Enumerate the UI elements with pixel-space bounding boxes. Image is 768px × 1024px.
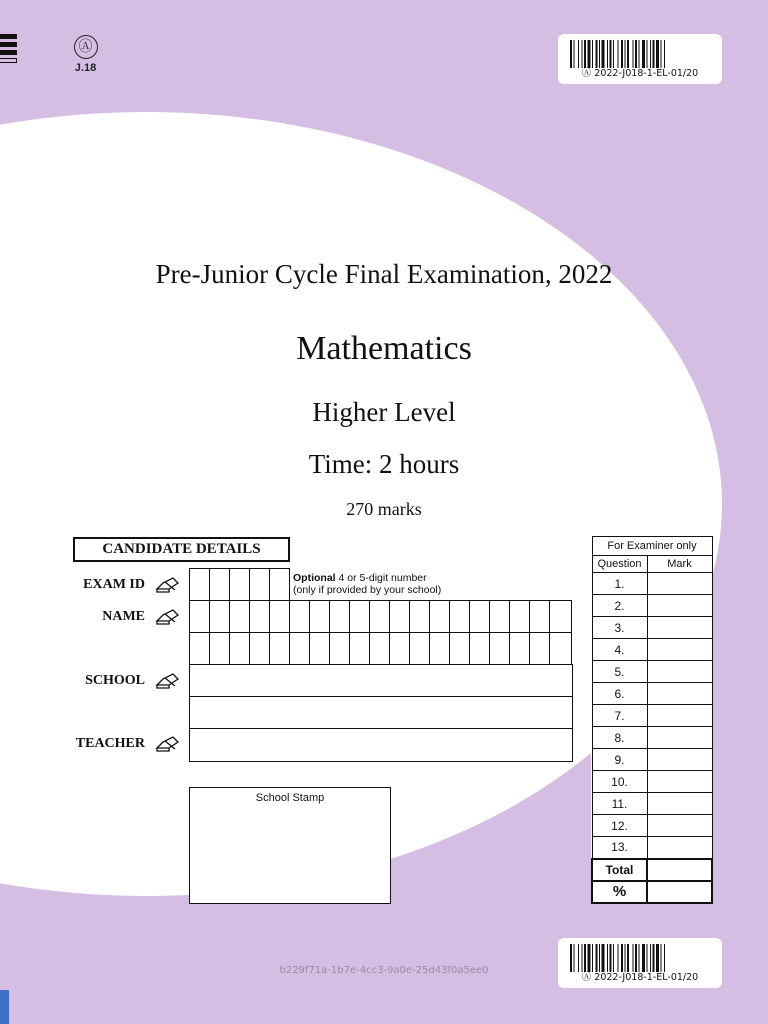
name-letter-box[interactable]: [390, 633, 410, 665]
name-letter-box[interactable]: [230, 633, 250, 665]
school-line-2[interactable]: [190, 697, 573, 729]
name-letter-box[interactable]: [290, 601, 310, 633]
name-letter-box[interactable]: [310, 633, 330, 665]
name-letter-box[interactable]: [550, 601, 572, 633]
name-letter-box[interactable]: [350, 601, 370, 633]
higher-level-icon: Ⓐ: [74, 35, 98, 59]
subject-title: Mathematics: [296, 330, 472, 367]
write-here-icon: [155, 734, 181, 752]
mark-cell[interactable]: [647, 837, 712, 859]
examiner-row: [592, 771, 712, 793]
question-number: 4.: [592, 639, 647, 661]
examiner-row: [592, 617, 712, 639]
name-letter-box[interactable]: [430, 633, 450, 665]
document-hash: b229f71a-1b7e-4cc3-9a0e-25d43f0a5ee0: [279, 965, 489, 976]
total-row: [592, 859, 712, 881]
examiner-row: [592, 727, 712, 749]
name-letter-box[interactable]: [550, 633, 572, 665]
mark-cell[interactable]: [647, 683, 712, 705]
page-edge-tab: [0, 990, 9, 1024]
school-stamp-box: [189, 787, 391, 904]
examiner-title: For Examiner only: [592, 537, 712, 556]
examiner-row: [592, 793, 712, 815]
total-mark-cell[interactable]: [647, 859, 712, 881]
question-number: 9.: [592, 749, 647, 771]
name-letter-box[interactable]: [390, 601, 410, 633]
mark-cell[interactable]: [647, 595, 712, 617]
examiner-row: [592, 661, 712, 683]
name-letter-box[interactable]: [190, 601, 210, 633]
question-number: 8.: [592, 727, 647, 749]
name-letter-box[interactable]: [250, 601, 270, 633]
name-letter-box[interactable]: [370, 601, 390, 633]
examiner-row: [592, 837, 712, 859]
question-number: 2.: [592, 595, 647, 617]
name-letter-box[interactable]: [330, 601, 350, 633]
name-field[interactable]: [189, 600, 572, 665]
paper-code: J.18: [74, 62, 97, 74]
name-letter-box[interactable]: [450, 633, 470, 665]
examiner-table: [591, 536, 713, 904]
time-title: Time: 2 hours: [308, 449, 460, 479]
mark-cell[interactable]: [647, 705, 712, 727]
name-letter-box[interactable]: [230, 601, 250, 633]
exam-title: Pre-Junior Cycle Final Examination, 2022: [155, 259, 613, 289]
name-letter-box[interactable]: [190, 633, 210, 665]
exam-id-digit-box[interactable]: [270, 569, 290, 601]
mark-cell[interactable]: [647, 573, 712, 595]
question-number: 10.: [592, 771, 647, 793]
barcode-top: [558, 34, 722, 84]
barcode-bottom: [558, 938, 722, 988]
examiner-row: [592, 705, 712, 727]
column-question: Question: [592, 556, 647, 573]
exam-id-field[interactable]: [189, 568, 290, 601]
mark-cell[interactable]: [647, 639, 712, 661]
write-here-icon: [155, 671, 181, 689]
mark-cell[interactable]: [647, 617, 712, 639]
mark-cell[interactable]: [647, 793, 712, 815]
school-field[interactable]: [189, 664, 573, 729]
question-number: 1.: [592, 573, 647, 595]
exam-id-digit-box[interactable]: [210, 569, 230, 601]
examiner-row: [592, 815, 712, 837]
examiner-row: [592, 749, 712, 771]
school-label: SCHOOL: [85, 673, 145, 688]
mark-cell[interactable]: [647, 661, 712, 683]
teacher-label: TEACHER: [75, 736, 145, 751]
exam-id-label: EXAM ID: [83, 577, 145, 592]
name-letter-box[interactable]: [430, 601, 450, 633]
barcode-label: Ⓐ 2022-J018-1-EL-01/20: [581, 972, 699, 983]
examiner-row: [592, 639, 712, 661]
level-mark: [73, 35, 98, 74]
registration-marks: [0, 34, 17, 63]
barcode-label: Ⓐ 2022-J018-1-EL-01/20: [581, 68, 699, 79]
column-mark: Mark: [647, 556, 712, 573]
question-number: 5.: [592, 661, 647, 683]
barcode-icon: [570, 40, 710, 68]
name-letter-box[interactable]: [410, 633, 430, 665]
question-number: 7.: [592, 705, 647, 727]
name-letter-box[interactable]: [490, 601, 510, 633]
optional-rest: 4 or 5-digit number: [335, 572, 427, 584]
optional-bold: Optional: [293, 572, 336, 584]
percent-mark-cell[interactable]: [647, 881, 712, 903]
exam-id-digit-box[interactable]: [190, 569, 210, 601]
marks-title: 270 marks: [346, 499, 422, 519]
school-line-1[interactable]: [190, 665, 573, 697]
name-letter-box[interactable]: [210, 601, 230, 633]
question-number: 6.: [592, 683, 647, 705]
name-letter-box[interactable]: [330, 633, 350, 665]
name-letter-box[interactable]: [310, 601, 330, 633]
mark-cell[interactable]: [647, 727, 712, 749]
total-label: Total: [592, 859, 647, 881]
name-letter-box[interactable]: [530, 633, 550, 665]
name-letter-box[interactable]: [510, 633, 530, 665]
teacher-line[interactable]: [190, 729, 573, 762]
question-number: 12.: [592, 815, 647, 837]
mark-cell[interactable]: [647, 749, 712, 771]
mark-cell[interactable]: [647, 771, 712, 793]
name-letter-box[interactable]: [270, 601, 290, 633]
question-number: 11.: [592, 793, 647, 815]
name-letter-box[interactable]: [370, 633, 390, 665]
name-letter-box[interactable]: [250, 633, 270, 665]
name-letter-box[interactable]: [270, 633, 290, 665]
name-letter-box[interactable]: [350, 633, 370, 665]
exam-id-hint: [293, 572, 441, 596]
name-letter-box[interactable]: [450, 601, 470, 633]
name-letter-box[interactable]: [410, 601, 430, 633]
name-letter-box[interactable]: [290, 633, 310, 665]
name-letter-box[interactable]: [470, 633, 490, 665]
write-here-icon: [155, 607, 181, 625]
examiner-row: [592, 683, 712, 705]
mark-cell[interactable]: [647, 815, 712, 837]
question-number: 3.: [592, 617, 647, 639]
write-here-icon: [155, 575, 181, 593]
candidate-details-heading: CANDIDATE DETAILS: [73, 537, 290, 562]
teacher-field[interactable]: [189, 728, 573, 762]
name-letter-box[interactable]: [490, 633, 510, 665]
percent-row: [592, 881, 712, 903]
question-number: 13.: [592, 837, 647, 859]
school-stamp-label: School Stamp: [255, 792, 325, 804]
name-letter-box[interactable]: [510, 601, 530, 633]
optional-line2: (only if provided by your school): [293, 584, 442, 596]
name-letter-box[interactable]: [470, 601, 490, 633]
name-letter-box[interactable]: [210, 633, 230, 665]
exam-id-digit-box[interactable]: [250, 569, 270, 601]
percent-label: %: [592, 881, 647, 903]
level-title: Higher Level: [312, 397, 456, 427]
name-letter-box[interactable]: [530, 601, 550, 633]
name-label: NAME: [102, 609, 145, 624]
examiner-row: [592, 595, 712, 617]
examiner-row: [592, 573, 712, 595]
exam-id-digit-box[interactable]: [230, 569, 250, 601]
